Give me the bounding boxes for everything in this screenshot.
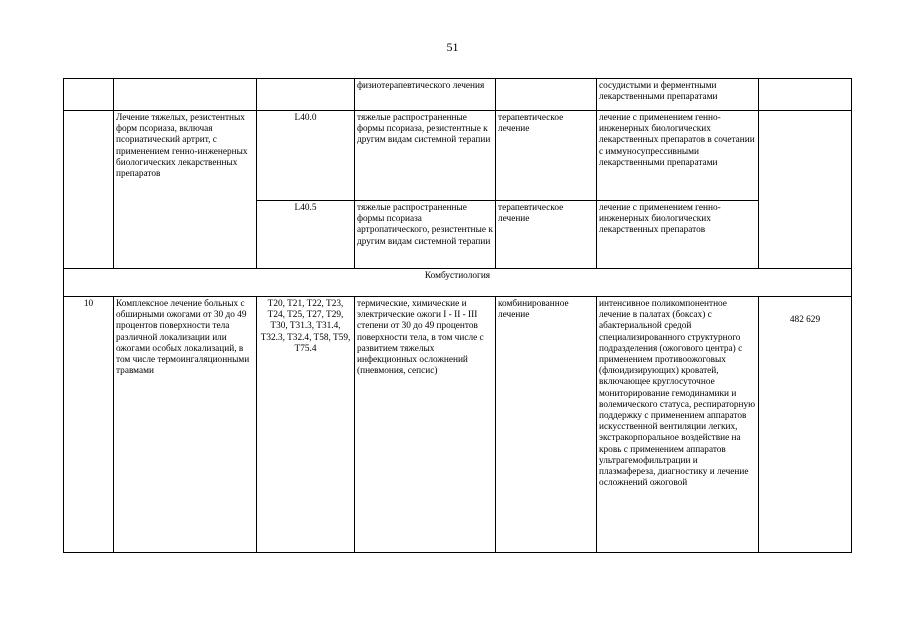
cell-code: L40.5 xyxy=(257,201,355,269)
table-row xyxy=(64,111,852,201)
cell-name xyxy=(114,79,257,111)
cell-code xyxy=(257,79,355,111)
cell-name: Лечение тяжелых, резистентных форм псориаза, включая псориатический артрит, с применением генно-инженерных биологических лекарственных препаратов xyxy=(114,111,257,269)
table-row xyxy=(64,79,852,111)
cell-treatment: терапевтическое лечение xyxy=(496,111,597,201)
section-row xyxy=(64,269,852,297)
cell-treatment: терапевтическое лечение xyxy=(496,201,597,269)
cell-condition: физиотерапевтического лечения xyxy=(355,79,496,111)
page-number: 51 xyxy=(446,40,459,54)
cell-cost xyxy=(759,111,852,269)
cell-condition: тяжелые распространенные формы псориаза, резистентные к другим видам системной терапии xyxy=(355,111,496,201)
cell-number: 10 xyxy=(64,297,114,553)
medical-care-table xyxy=(63,78,852,553)
cell-condition: термические, химические и электрические ожоги I - II - III степени от 30 до 49 процентов поверхности тела, в том числе с развитием тяжелых инфекционных осложнений (пневмония, сепсис) xyxy=(355,297,496,553)
cell-condition: тяжелые распространенные формы псориаза артропатического, резистентные к другим видам системной терапии xyxy=(355,201,496,269)
cell-method: сосудистыми и ферментными лекарственными препаратами xyxy=(597,79,759,111)
table-row xyxy=(64,297,852,553)
cell-code: T20, T21, T22, T23, T24, T25, T27, T29, T30, T31.3, T31.4, T32.3, T32.4, T58, T59, T75.4 xyxy=(257,297,355,553)
cell-number xyxy=(64,111,114,269)
cell-cost: 482 629 xyxy=(759,297,852,553)
section-title: Комбустиология xyxy=(64,269,852,297)
cell-code: L40.0 xyxy=(257,111,355,201)
cell-method: лечение с применением генно-инженерных биологических лекарственных препаратов в сочетании с иммуносупрессивными лекарственными препаратами xyxy=(597,111,759,201)
cell-method: лечение с применением генно-инженерных биологических лекарственных препаратов xyxy=(597,201,759,269)
cell-treatment: комбинированное лечение xyxy=(496,297,597,553)
cell-treatment xyxy=(496,79,597,111)
cell-number xyxy=(64,79,114,111)
cell-name: Комплексное лечение больных с обширными ожогами от 30 до 49 процентов поверхности тела различной локализации или ожогами особых локализаций, в том числе термоингаляционными травмами xyxy=(114,297,257,553)
cell-method: интенсивное поликомпонентное лечение в палатах (боксах) с абактериальной средой специализированного структурного подразделения (ожогового центра) с применением противоожоговых (флюидизирующих) кроватей, включающее круглосуточное мониторирование гемодинамики и волемического статуса, респираторную поддержку с применением аппаратов искусственной вентиляции легких, экстракорпоральное воздействие на кровь с применением аппаратов ультрагемофильтрации и плазмафереза, диагностику и лечение осложнений ожоговой xyxy=(597,297,759,553)
cell-cost xyxy=(759,79,852,111)
